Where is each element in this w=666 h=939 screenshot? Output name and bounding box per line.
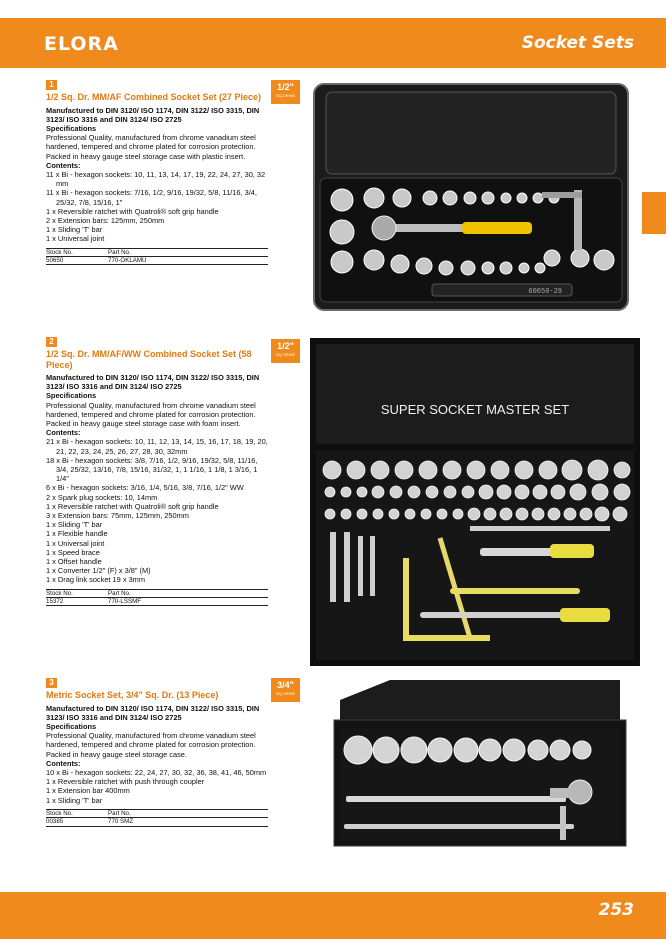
- page-footer: [0, 892, 666, 939]
- drive-size-badge: [271, 678, 300, 702]
- drive-size: 1/2": [277, 341, 294, 351]
- brand-logo-text: ELORA: [44, 33, 119, 55]
- contents-item: 1 x Converter 1/2" (F) x 3/8" (M): [46, 566, 151, 576]
- stock-no-header: Stock No.: [46, 589, 73, 597]
- contents-item: 1 x Flexible handle: [46, 529, 108, 539]
- product-number-badge: 2: [46, 337, 57, 347]
- stock-no-value: 15372: [46, 598, 64, 606]
- contents-item: 1 x Drag link socket 19 x 3mm: [46, 575, 145, 585]
- contents-item: 1 x Speed brace: [46, 547, 100, 557]
- stock-no-value: 50650: [46, 256, 64, 264]
- spec-heading: Specifications: [46, 391, 97, 401]
- part-no-value: 770-LSSMF: [108, 598, 142, 606]
- case-label: 60650-29: [528, 288, 562, 296]
- part-no-header: Part No.: [108, 589, 131, 597]
- drive-size-badge: [271, 339, 300, 363]
- contents-item: 2 x Extension bars: 125mm, 250mm: [46, 215, 165, 225]
- page-title: Socket Sets: [521, 33, 634, 53]
- case-label: SUPER SOCKET MASTER SET: [380, 402, 570, 417]
- product-section-1: [46, 80, 268, 265]
- stock-no-value: 00385: [46, 818, 64, 826]
- part-no-value: 770 SMZ: [108, 818, 134, 826]
- part-no-header: Part No.: [108, 809, 131, 817]
- part-no-value: 770-OKLAMU: [108, 256, 147, 264]
- contents-item: 2 x Spark plug sockets: 10, 14mm: [46, 492, 158, 502]
- standards-text: Manufactured to DIN 3120/ ISO 1174, DIN 3122/ ISO 3315, DIN 3123/ ISO 3316 and DIN 3124/ ISO 2725: [46, 105, 260, 124]
- drive-size-sub: SQ.DRIVE: [275, 93, 296, 98]
- contents-item: 1 x Sliding 'T' bar: [46, 225, 103, 235]
- product-number-badge: 1: [46, 80, 57, 90]
- contents-heading: Contents:: [46, 160, 81, 170]
- contents-item: 1 x Sliding 'T' bar: [46, 520, 103, 530]
- spec-text: Professional Quality, manufactured from chrome vanadium steel hardened, tempered and chrome plated for corrosion protection. Packed in heavy gauge steel storage case with foam insert.: [46, 400, 256, 429]
- spec-text: Professional Quality, manufactured from chrome vanadium steel hardened, tempered and chrome plated for corrosion protection. Packed in heavy gauge steel storage case with plastic insert.: [46, 133, 256, 161]
- contents-item: 18 x Bi - hexagon sockets: 3/8, 7/16, 1/2, 9/16, 19/32, 5/8, 11/16, 3/4, 25/32, 13/16, 7/8, 15/16, 31/32, 1, 1 1/16, 1 1/8, 1 3/16, 1 1/4": [46, 455, 258, 484]
- product-section-3: [46, 678, 268, 827]
- spec-text: Professional Quality, manufactured from chrome vanadium steel hardened, tempered and chrome plated for corrosion protection. Packed in heavy gauge steel storage case.: [46, 731, 256, 759]
- product-title: 1/2 Sq. Dr. MM/AF/WW Combined Socket Set (58 Piece): [46, 349, 252, 370]
- standards-text: Manufactured to DIN 3120/ ISO 1174, DIN 3122/ ISO 3315, DIN 3123/ ISO 3316 and DIN 3124/ ISO 2725: [46, 373, 260, 392]
- part-no-header: Part No.: [108, 248, 131, 256]
- drive-size-badge: [271, 80, 300, 104]
- product-photo-1: [312, 82, 630, 312]
- product-photo-3: [330, 680, 630, 850]
- spec-heading: Specifications: [46, 123, 97, 133]
- page-number: 253: [598, 900, 634, 920]
- product-number-badge: 3: [46, 678, 57, 688]
- standards-text: Manufactured to DIN 3120/ ISO 1174, DIN 3122/ ISO 3315, DIN 3123/ ISO 3316 and DIN 3124/ ISO 2725: [46, 703, 260, 722]
- drive-size: 3/4": [277, 680, 294, 690]
- stock-no-header: Stock No.: [46, 809, 73, 817]
- stock-table: [46, 248, 268, 266]
- contents-heading: Contents:: [46, 758, 81, 768]
- drive-size-sub: SQ.DRIVE: [275, 352, 296, 357]
- stock-no-header: Stock No.: [46, 248, 73, 256]
- section-tab-marker: [642, 192, 666, 234]
- drive-size: 1/2": [277, 82, 294, 92]
- contents-item: 11 x Bi - hexagon sockets: 7/16, 1/2, 9/16, 19/32, 5/8, 11/16, 3/4, 25/32, 7/8, 15/16, 1": [46, 188, 257, 207]
- drive-size-sub: SQ.DRIVE: [275, 691, 296, 696]
- spec-heading: Specifications: [46, 721, 97, 731]
- stock-table: [46, 589, 268, 607]
- contents-item: 1 x Sliding 'T' bar: [46, 795, 103, 805]
- page-header: [0, 18, 666, 68]
- product-photo-2: [310, 338, 640, 666]
- contents-item: 21 x Bi - hexagon sockets: 10, 11, 12, 13, 14, 15, 16, 17, 18, 19, 20, 21, 22, 23, 24, 25, 26, 27, 28, 30, 32mm: [46, 437, 268, 456]
- contents-heading: Contents:: [46, 428, 81, 438]
- stock-table: [46, 809, 268, 827]
- contents-item: 6 x Bi - hexagon sockets: 3/16, 1/4, 5/16, 3/8, 7/16, 1/2" WW: [46, 483, 244, 493]
- contents-item: 3 x Extension bars: 75mm, 125mm, 250mm: [46, 511, 189, 521]
- product-section-2: [46, 337, 268, 606]
- contents-item: 1 x Extension bar 400mm: [46, 786, 130, 796]
- product-title: Metric Socket Set, 3/4" Sq. Dr. (13 Piece): [46, 690, 219, 700]
- contents-item: 1 x Offset handle: [46, 557, 102, 567]
- contents-item: 10 x Bi - hexagon sockets: 22, 24, 27, 30, 32, 36, 38, 41, 46, 50mm: [46, 767, 267, 777]
- brand-logo: [44, 27, 118, 61]
- product-title: 1/2 Sq. Dr. MM/AF Combined Socket Set (27 Piece): [46, 92, 262, 102]
- contents-item: 1 x Reversible ratchet with push through coupler: [46, 777, 205, 787]
- contents-item: 11 x Bi - hexagon sockets: 10, 11, 13, 14, 17, 19, 22, 24, 27, 30, 32 mm: [46, 169, 266, 189]
- contents-item: 1 x Reversible ratchet with Quatroli® soft grip handle: [46, 206, 219, 216]
- contents-item: 1 x Universal joint: [46, 538, 105, 548]
- contents-item: 1 x Reversible ratchet with Quatroli® soft grip handle: [46, 501, 219, 511]
- contents-item: 1 x Universal joint: [46, 234, 105, 244]
